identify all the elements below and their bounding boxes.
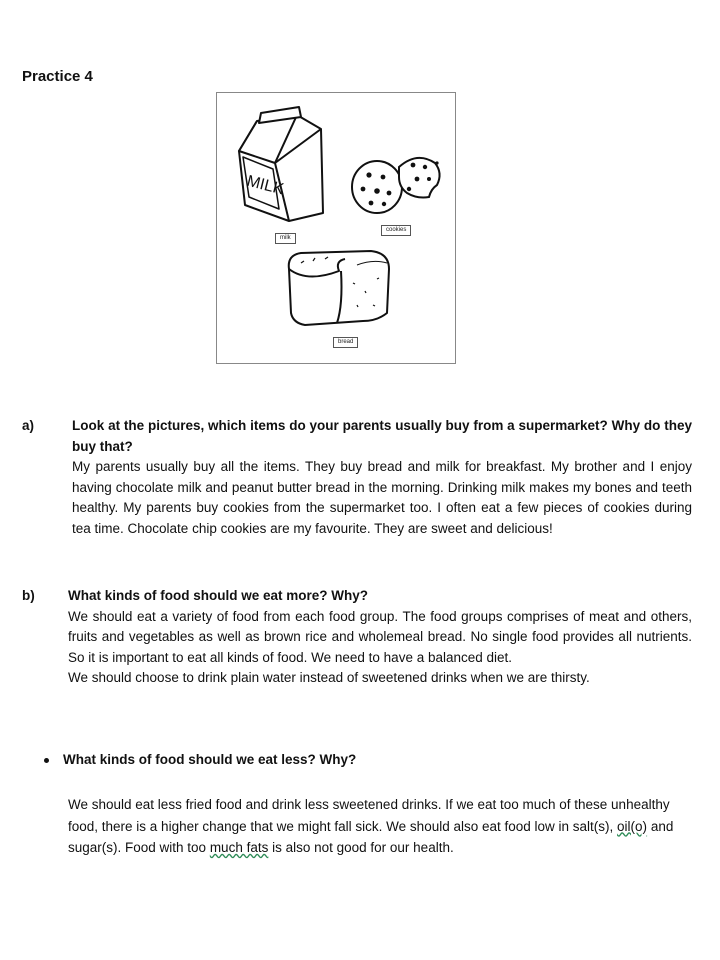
misspelled-much-fats: much fats: [209, 840, 269, 855]
bullet-icon: [44, 758, 49, 763]
misspelled-oil: oil(o): [617, 818, 648, 834]
section-b-marker: b): [22, 588, 35, 603]
section-a-marker: a): [22, 418, 35, 433]
section-b-question: What kinds of food should we eat more? Why?: [68, 588, 368, 603]
cookie-icon: [352, 161, 402, 213]
section-a: [22, 416, 692, 540]
bitten-cookie-icon: [399, 158, 440, 198]
section-c-answer-part2: and sugar(s). Food with too: [68, 818, 674, 855]
section-b-answer-2: We should choose to drink plain water instead of sweetened drinks when we are thirsty.: [68, 670, 590, 686]
milk-label: milk: [275, 233, 296, 244]
section-c-answer: [68, 794, 688, 859]
section-a-question: Look at the pictures, which items do your parents usually buy from a supermarket? Why do they buy that?: [72, 418, 692, 454]
section-a-answer: My parents usually buy all the items. They buy bread and milk for breakfast. My brother and I enjoy having chocolate milk and peanut butter bread in the morning. Drinking milk makes my bones and teeth healthy. My parents buy cookies from the supermarket too. I often eat a few pieces of cookies during tea time. Chocolate chip cookies are my favourite. They are sweet and delicious!: [72, 459, 692, 536]
section-c-answer-part3: is also not good for our health.: [268, 840, 454, 855]
milk-carton-icon: [239, 107, 323, 221]
bread-label: bread: [333, 337, 358, 348]
section-c-question-row: [44, 752, 356, 767]
cookies-label: cookies: [381, 225, 411, 236]
section-c-question: What kinds of food should we eat less? Why?: [63, 752, 357, 767]
page-title: Practice 4: [22, 68, 93, 85]
section-c-answer-part1: We should eat less fried food and drink less sweetened drinks. If we eat too much of these unhealthy food, there is a higher change that we might fall sick. We should also eat food low in salt(s),: [68, 797, 670, 834]
section-b: [22, 586, 692, 689]
svg-text:MILK: MILK: [244, 172, 286, 199]
food-illustration: [216, 92, 456, 364]
section-b-answer-1: We should eat a variety of food from each food group. The food groups comprises of meat and others, fruits and vegetables as well as brown rice and wholemeal bread. No single food provides all nutrients. So it is important to eat all kinds of food. We need to have a balanced diet.: [68, 608, 692, 665]
food-drawing: [217, 93, 457, 365]
bread-loaf-icon: [289, 251, 389, 325]
